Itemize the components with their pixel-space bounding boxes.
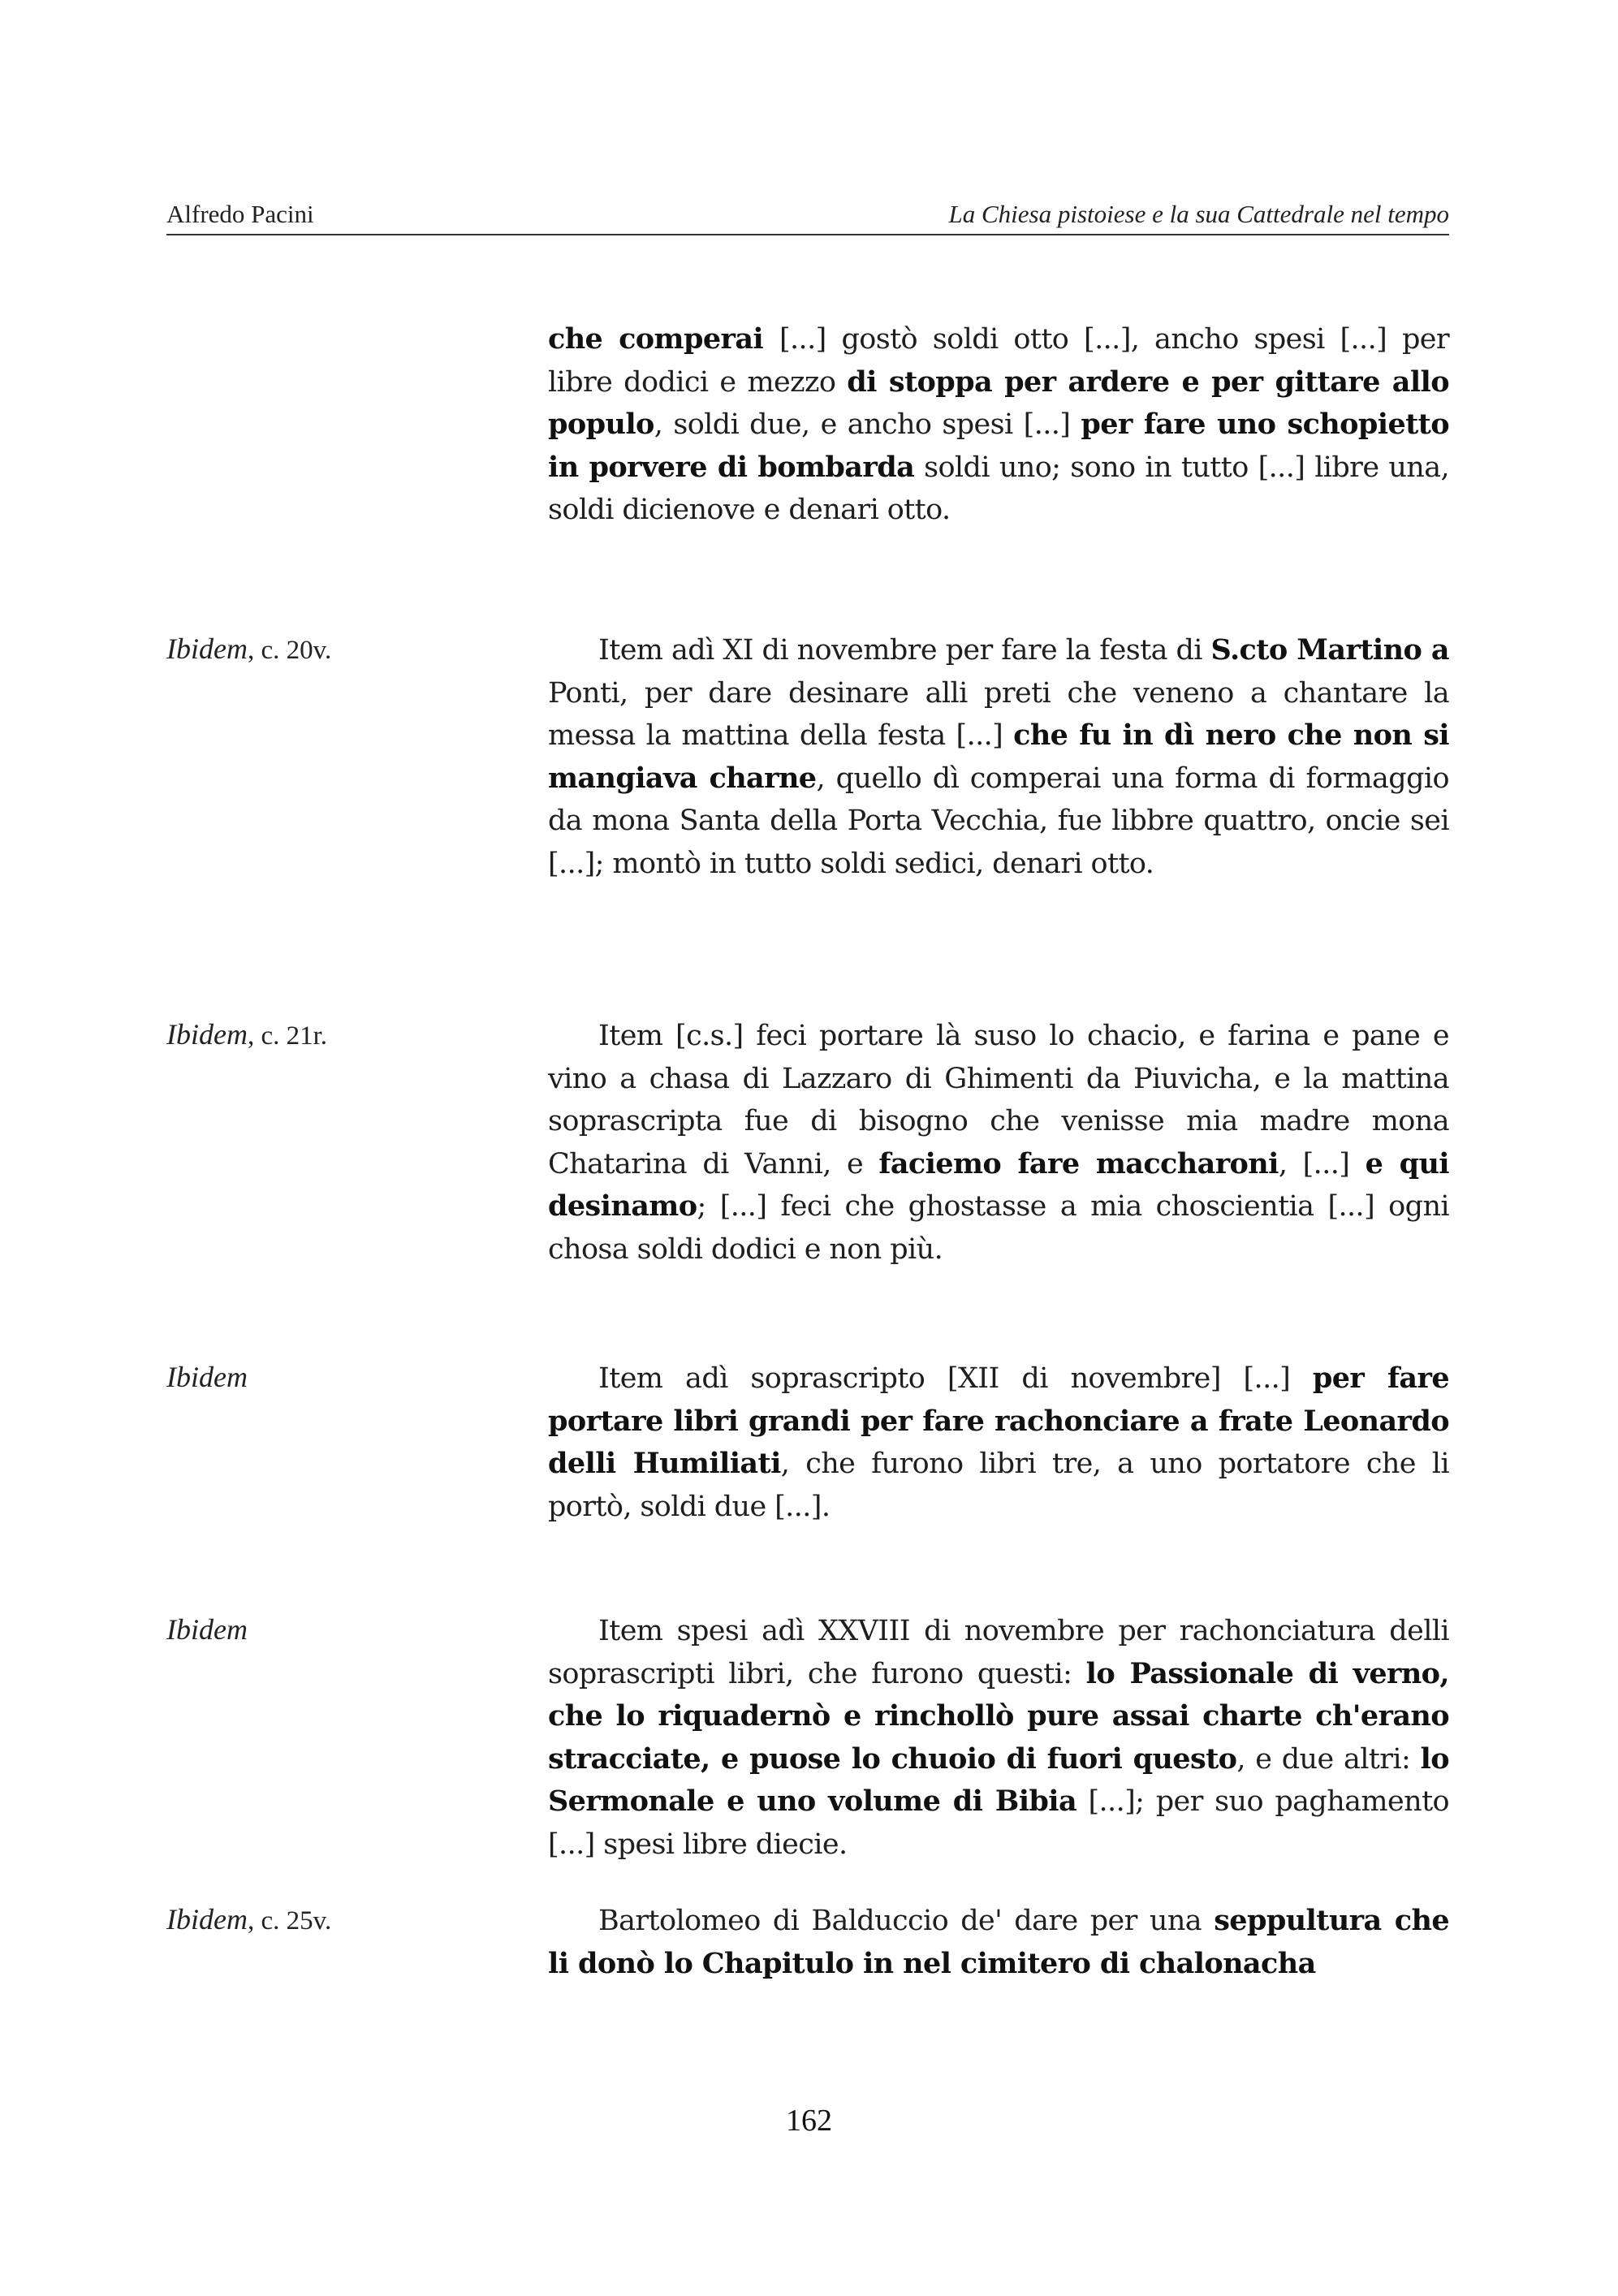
entry-citation: Ibidem, c. 25v. — [166, 1903, 332, 1936]
page-number: 162 — [786, 2104, 832, 2138]
entry-text: Bartolomeo di Balduccio de' dare per una seppultura che li donò lo Chapitulo in nel cimitero di chalonacha — [548, 1904, 1449, 1980]
entry-text: che comperai [...] gostò soldi otto [...], ancho spesi [...] per libre dodici e mezzo di stoppa per ardere e per gittare allo populo, soldi due, e ancho spesi [...] per fare uno schopietto in porvere di bombarda soldi uno; sono in tutto [...] libre una, soldi dicienove e denari otto. — [548, 322, 1450, 526]
entry-citation: Ibidem, c. 21r. — [166, 1018, 328, 1051]
running-header — [166, 193, 1449, 234]
book-title: La Chiesa pistoiese e la sua Cattedrale nel tempo — [948, 200, 1449, 228]
entry-text: Item [c.s.] feci portare là suso lo chacio, e farina e pane e vino a chasa di Lazzaro di Ghimenti da Piuvicha, e la mattina soprascripta fue di bisogno che venisse mia madre mona Chatarina di Vanni, e faciemo fare maccharoni, [...] e qui desinamo; [...] feci che ghostasse a mia choscientia [...] ogni chosa soldi dodici e non più. — [548, 1020, 1449, 1266]
entry-citation: Ibidem — [166, 1613, 248, 1646]
entry-citation: Ibidem, c. 20v. — [166, 632, 332, 665]
entry-citation: Ibidem — [166, 1361, 248, 1393]
author-name: Alfredo Pacini — [166, 200, 314, 228]
entry-text: Item adì soprascripto [XII di novembre] [...] per fare portare libri grandi per fare rachonciare a frate Leonardo delli Humiliati, che furono libri tre, a uno portatore che li portò, soldi due [...]. — [548, 1362, 1449, 1523]
header-rule — [166, 234, 1449, 235]
entry-text: Item spesi adì XXVIII di novembre per rachonciatura delli soprascripti libri, che furono questi: lo Passionale di verno, che lo riquadernò e rinchollò pure assai charte ch'erano stracciate, e puose lo chuoio di fuori questo, e due altri: lo Sermonale e uno volume di Bibia [...]; per suo paghamento [...] spesi libre diecie. — [548, 1615, 1450, 1861]
entry-text: Item adì XI di novembre per fare la festa di S.cto Martino a Ponti, per dare desinare alli preti che veneno a chantare la messa la mattina della festa [...] che fu in dì nero che non si mangiava charne, quello dì comperai una forma di formaggio da mona Santa della Porta Vecchia, fue libbre quattro, oncie sei [...]; montò in tutto soldi sedici, denari otto. — [548, 633, 1449, 880]
